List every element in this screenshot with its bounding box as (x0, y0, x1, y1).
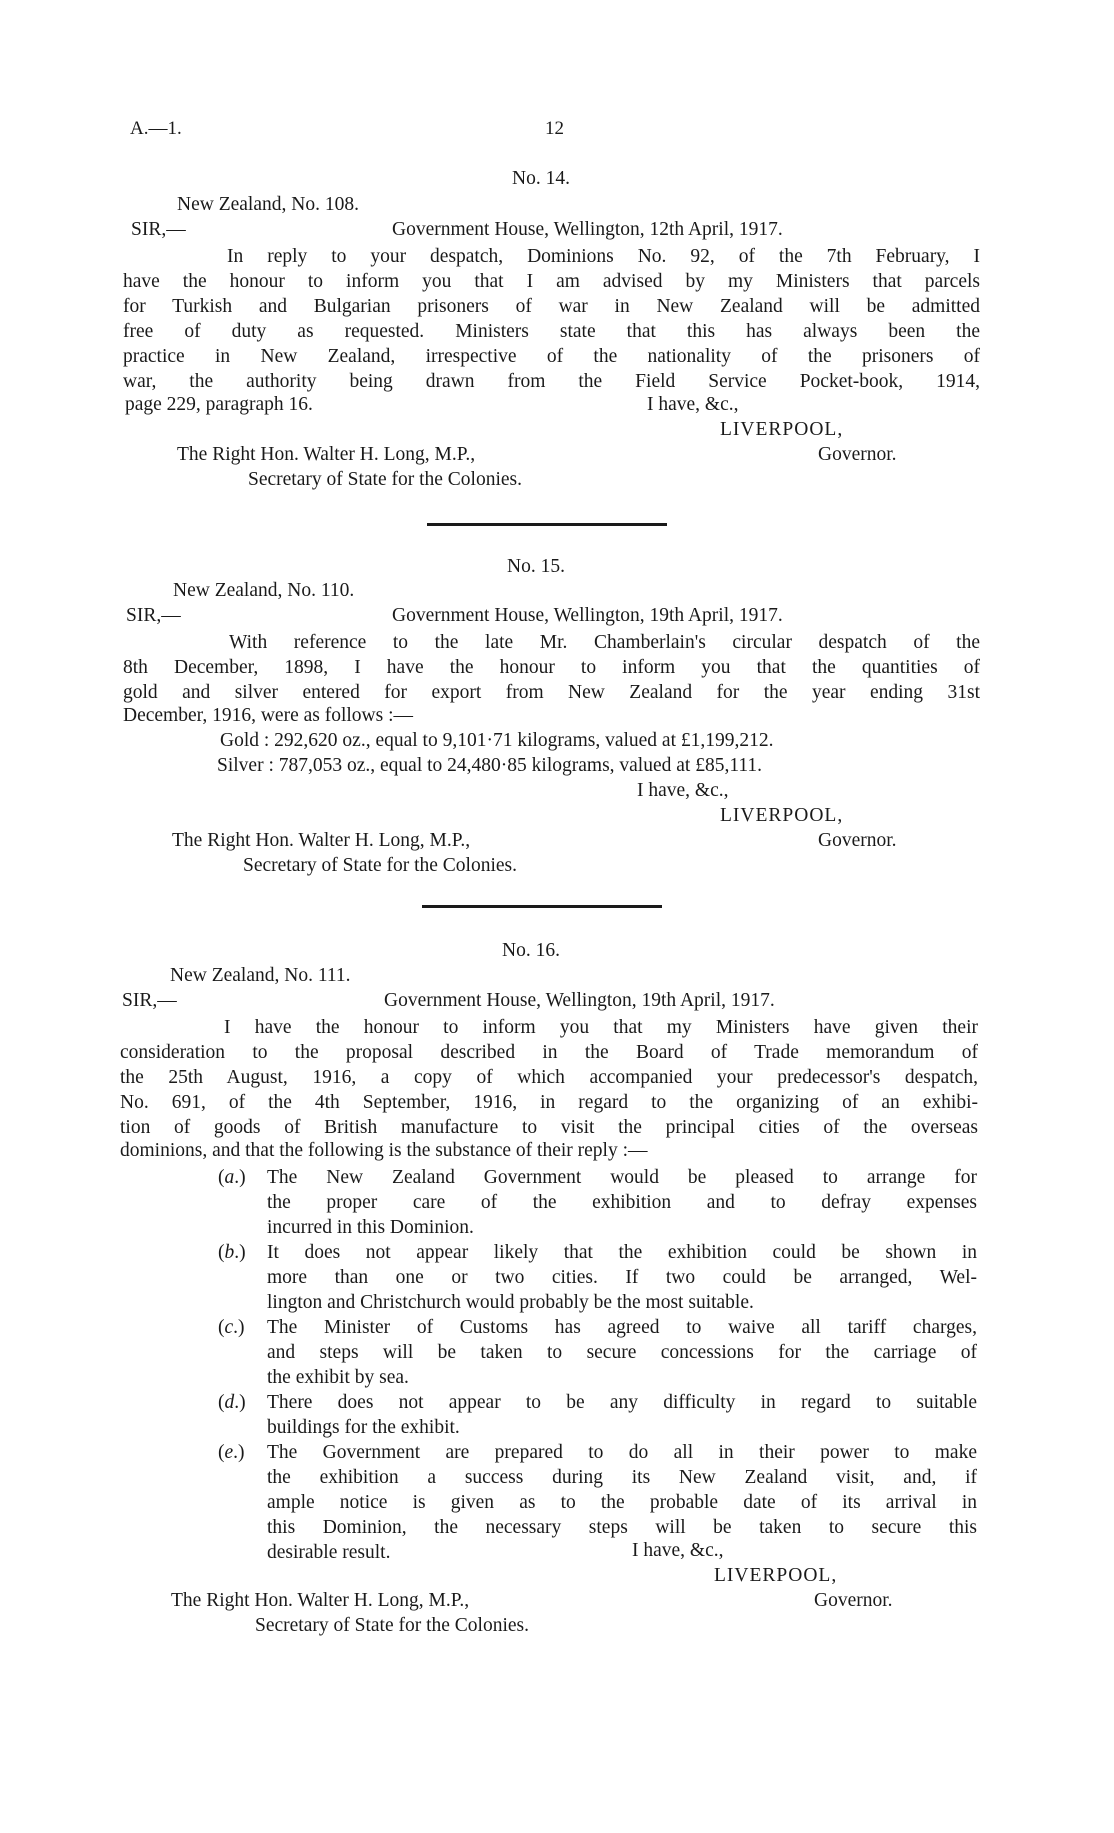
body-last-line: dominions, and that the following is the substance of their reply :— (120, 1140, 648, 1161)
body-line: free of duty as requested. Ministers state that this has always been the (123, 321, 980, 342)
item-line: It does not appear likely that the exhibition could be shown in (267, 1242, 977, 1263)
reply-item-d (218, 1390, 977, 1440)
recipient-office: Secretary of State for the Colonies. (248, 469, 522, 490)
body-line: With reference to the late Mr. Chamberlain's circular despatch of the (229, 632, 980, 653)
section-divider (422, 905, 662, 908)
item-line: the exhibition a success during its New Zealand visit, and, if (267, 1467, 977, 1488)
closing: I have, &c., (632, 1540, 724, 1561)
recipient-office: Secretary of State for the Colonies. (243, 855, 517, 876)
reply-item-e (218, 1440, 977, 1565)
salutation: SIR,— (122, 990, 177, 1011)
salutation: SIR,— (131, 219, 186, 240)
reply-item-b (218, 1240, 977, 1315)
body-line: I have the honour to inform you that my Ministers have given their (224, 1017, 978, 1038)
item-line: the proper care of the exhibition and to defray expenses (267, 1192, 977, 1213)
item-last-line: desirable result. (267, 1542, 391, 1563)
item-line: more than one or two cities. If two could be arranged, Wel- (267, 1267, 977, 1288)
item-line: The Minister of Customs has agreed to waive all tariff charges, (267, 1317, 977, 1338)
sender-address: Government House, Wellington, 19th April, 1917. (384, 990, 775, 1011)
item-last-line: the exhibit by sea. (267, 1367, 409, 1388)
signatory-title: Governor. (818, 830, 897, 851)
item-line: ample notice is given as to the probable date of its arrival in (267, 1492, 977, 1513)
body-last-line: page 229, paragraph 16. (125, 394, 313, 415)
item-marker: (c.) (218, 1317, 245, 1338)
item-last-line: incurred in this Dominion. (267, 1217, 474, 1238)
signature: LIVERPOOL, (720, 419, 844, 440)
body-last-line: December, 1916, were as follows :— (123, 705, 414, 726)
item-last-line: buildings for the exhibit. (267, 1417, 460, 1438)
reply-item-a (218, 1165, 977, 1240)
body-line: No. 691, of the 4th September, 1916, in regard to the organizing of an exhibi- (120, 1092, 978, 1113)
recipient: The Right Hon. Walter H. Long, M.P., (171, 1590, 470, 1611)
item-marker: (b.) (218, 1242, 246, 1263)
item-marker: (d.) (218, 1392, 246, 1413)
item-line: this Dominion, the necessary steps will be taken to secure this (267, 1517, 977, 1538)
body-line: practice in New Zealand, irrespective of the nationality of the prisoners of (123, 346, 980, 367)
letter-body (123, 630, 980, 705)
item-line: The New Zealand Government would be pleased to arrange for (267, 1167, 977, 1188)
letter-body (120, 1015, 978, 1140)
letter-number: No. 15. (507, 556, 565, 577)
letter-reference: New Zealand, No. 111. (170, 965, 351, 986)
export-figure-silver: Silver : 787,053 oz., equal to 24,480·85 kilograms, valued at £85,111. (217, 755, 763, 776)
letter-body (123, 244, 980, 394)
letter-reference: New Zealand, No. 110. (173, 580, 355, 601)
export-figure-gold: Gold : 292,620 oz., equal to 9,101·71 kilograms, valued at £1,199,212. (220, 730, 774, 751)
sender-address: Government House, Wellington, 19th April, 1917. (392, 605, 783, 626)
body-line: tion of goods of British manufacture to visit the principal cities of the overseas (120, 1117, 978, 1138)
section-divider (427, 523, 667, 526)
page-header-reference: A.—1. (130, 118, 182, 139)
item-last-line: lington and Christchurch would probably be the most suitable. (267, 1292, 754, 1313)
letter-number: No. 16. (502, 940, 560, 961)
signatory-title: Governor. (818, 444, 897, 465)
body-line: war, the authority being drawn from the Field Service Pocket-book, 1914, (123, 371, 980, 392)
body-line: for Turkish and Bulgarian prisoners of war in New Zealand will be admitted (123, 296, 980, 317)
closing: I have, &c., (647, 394, 739, 415)
salutation: SIR,— (126, 605, 181, 626)
item-line: The Government are prepared to do all in their power to make (267, 1442, 977, 1463)
page-number: 12 (545, 118, 564, 139)
body-line: 8th December, 1898, I have the honour to inform you that the quantities of (123, 657, 980, 678)
signature: LIVERPOOL, (714, 1565, 838, 1586)
item-marker: (e.) (218, 1442, 245, 1463)
sender-address: Government House, Wellington, 12th April, 1917. (392, 219, 783, 240)
reply-item-c (218, 1315, 977, 1390)
body-line: have the honour to inform you that I am advised by my Ministers that parcels (123, 271, 980, 292)
signatory-title: Governor. (814, 1590, 893, 1611)
recipient-office: Secretary of State for the Colonies. (255, 1615, 529, 1636)
signature: LIVERPOOL, (720, 805, 844, 826)
closing: I have, &c., (637, 780, 729, 801)
recipient: The Right Hon. Walter H. Long, M.P., (172, 830, 471, 851)
recipient: The Right Hon. Walter H. Long, M.P., (177, 444, 476, 465)
body-line: gold and silver entered for export from New Zealand for the year ending 31st (123, 682, 980, 703)
letter-reference: New Zealand, No. 108. (177, 194, 359, 215)
item-marker: (a.) (218, 1167, 246, 1188)
item-line: There does not appear to be any difficulty in regard to suitable (267, 1392, 977, 1413)
letter-number: No. 14. (512, 168, 570, 189)
item-line: and steps will be taken to secure concessions for the carriage of (267, 1342, 977, 1363)
body-line: the 25th August, 1916, a copy of which accompanied your predecessor's despatch, (120, 1067, 978, 1088)
body-line: In reply to your despatch, Dominions No. 92, of the 7th February, I (227, 246, 980, 267)
body-line: consideration to the proposal described in the Board of Trade memorandum of (120, 1042, 978, 1063)
